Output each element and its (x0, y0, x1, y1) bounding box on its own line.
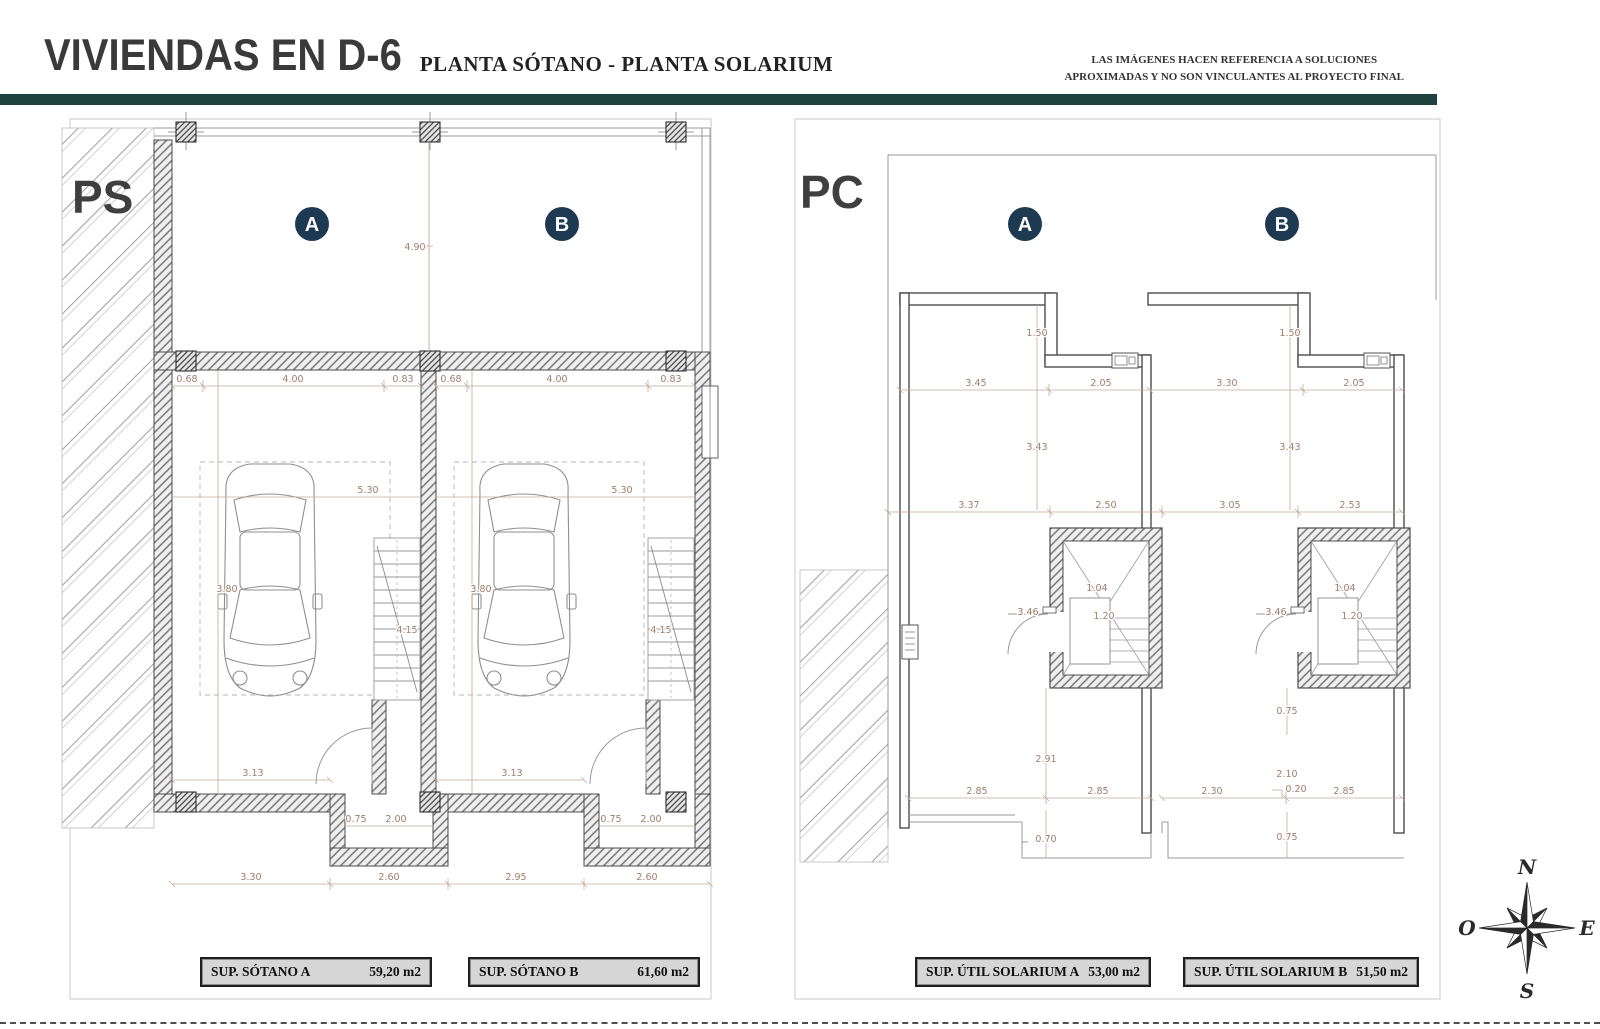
dim-label: 2.85 (1087, 786, 1109, 797)
area-box-solarium-a (915, 957, 1151, 987)
dim-label: 3.13 (501, 768, 523, 779)
dim-label: 5.30 (611, 485, 633, 496)
pc-bottom-outline (908, 815, 1404, 858)
compass-west-label: O (1458, 916, 1476, 940)
svg-text:A: A (304, 214, 320, 236)
ps-stairs-b (648, 538, 694, 700)
area-label: SUP. SÓTANO A (211, 964, 311, 979)
dim-label: 3.13 (242, 768, 264, 779)
compass-north-label: N (1517, 855, 1537, 879)
dim-label: 2.05 (1090, 378, 1112, 389)
dim-label: 0.68 (176, 374, 198, 385)
ps-unit-b-badge (545, 207, 579, 241)
ps-terrain-hatch (62, 128, 154, 828)
ps-plan-code: PS (72, 171, 134, 223)
dim-label: 4.00 (546, 374, 568, 385)
ps-car-b (472, 464, 576, 696)
dim-label: 1.50 (1026, 328, 1048, 339)
pc-plan (795, 119, 1440, 999)
area-label: SUP. SÓTANO B (479, 964, 579, 979)
compass-east-label: E (1579, 916, 1595, 940)
dim-label: 0.20 (1285, 784, 1307, 795)
compass-south-label: S (1519, 979, 1535, 1003)
area-box-sotano-b (468, 957, 700, 987)
ps-columns (168, 112, 694, 150)
dim-label: 5.30 (357, 485, 379, 496)
area-box-sotano-a (200, 957, 432, 987)
dim-label: 3.37 (958, 500, 980, 511)
dim-label: 2.00 (640, 814, 662, 825)
pc-outline-lines (888, 155, 1436, 828)
dim-label: 3.30 (1216, 378, 1238, 389)
dim-label: 0.75 (1276, 832, 1298, 843)
dim-label: 3.43 (1279, 442, 1301, 453)
pc-core-b (1291, 528, 1410, 688)
svg-text:B: B (554, 214, 570, 236)
dim-label: 0.68 (440, 374, 462, 385)
dim-label: 4.15 (650, 625, 672, 636)
dim-label: 0.83 (660, 374, 682, 385)
disclaimer-line-1: LAS IMÁGENES HACEN REFERENCIA A SOLUCIONES (1091, 54, 1378, 66)
dim-label: 3.80 (216, 584, 238, 595)
dim-label: 2.60 (636, 872, 658, 883)
dim-label: 2.50 (1095, 500, 1117, 511)
area-value: 51,50 m2 (1356, 964, 1408, 979)
ps-plan (62, 112, 718, 999)
dim-label: 0.70 (1035, 834, 1057, 845)
svg-text:A: A (1017, 214, 1033, 236)
page-title: VIVIENDAS EN D-6 (44, 30, 402, 80)
svg-text:B: B (1274, 214, 1290, 236)
area-box-solarium-b (1183, 957, 1419, 987)
dim-label: 0.75 (345, 814, 367, 825)
dim-label: 3.45 (965, 378, 987, 389)
ps-garage-walls (154, 351, 718, 866)
ps-unit-a-badge (295, 207, 329, 241)
dim-label: 3.46 (1017, 607, 1039, 618)
area-value: 53,00 m2 (1088, 964, 1140, 979)
dim-label: 1.04 (1334, 583, 1356, 594)
dim-label: 0.75 (600, 814, 622, 825)
area-value: 61,60 m2 (637, 964, 689, 979)
area-label: SUP. ÚTIL SOLARIUM A (926, 964, 1080, 979)
dim-label: 1.20 (1341, 611, 1363, 622)
dim-label: 4.90 (404, 242, 426, 253)
pc-plan-code: PC (800, 166, 864, 218)
dim-label: 2.85 (1333, 786, 1355, 797)
dim-label: 0.75 (1276, 706, 1298, 717)
dim-label: 2.91 (1035, 754, 1057, 765)
pc-core-a (1043, 528, 1162, 688)
area-value: 59,20 m2 (369, 964, 421, 979)
disclaimer-line-2: APROXIMADAS Y NO SON VINCULANTES AL PROYECTO FINAL (1064, 70, 1404, 83)
ps-car-a (218, 464, 322, 696)
page-subtitle: PLANTA SÓTANO - PLANTA SOLARIUM (419, 52, 834, 76)
ps-stairs-a (374, 538, 420, 700)
dim-label: 1.50 (1279, 328, 1301, 339)
dim-label: 2.53 (1339, 500, 1361, 511)
dim-label: 3.43 (1026, 442, 1048, 453)
pc-unit-b-badge (1265, 207, 1299, 241)
area-label: SUP. ÚTIL SOLARIUM B (1194, 964, 1348, 979)
pc-unit-a-badge (1008, 207, 1042, 241)
dim-label: 3.30 (240, 872, 262, 883)
ps-patio-lines (154, 128, 710, 360)
pc-terrain-hatch (800, 570, 888, 862)
dim-label: 2.05 (1343, 378, 1365, 389)
ps-left-wall (154, 140, 172, 812)
ps-door-swings (316, 728, 646, 784)
dim-label: 2.95 (505, 872, 527, 883)
compass-rose (1458, 855, 1595, 1003)
dim-label: 3.80 (470, 584, 492, 595)
page-bottom-border (0, 1022, 1600, 1024)
dim-label: 1.20 (1093, 611, 1115, 622)
dim-label: 3.05 (1219, 500, 1241, 511)
dim-label: 4.00 (282, 374, 304, 385)
dim-label: 0.83 (392, 374, 414, 385)
dim-label: 2.00 (385, 814, 407, 825)
dim-label: 2.30 (1201, 786, 1223, 797)
dim-label: 4.15 (396, 625, 418, 636)
dim-label: 3.46 (1265, 607, 1287, 618)
dim-label: 2.60 (378, 872, 400, 883)
dim-label: 2.10 (1276, 769, 1298, 780)
ps-dimensions (169, 140, 713, 890)
dim-label: 2.85 (966, 786, 988, 797)
dim-label: 1.04 (1086, 583, 1108, 594)
